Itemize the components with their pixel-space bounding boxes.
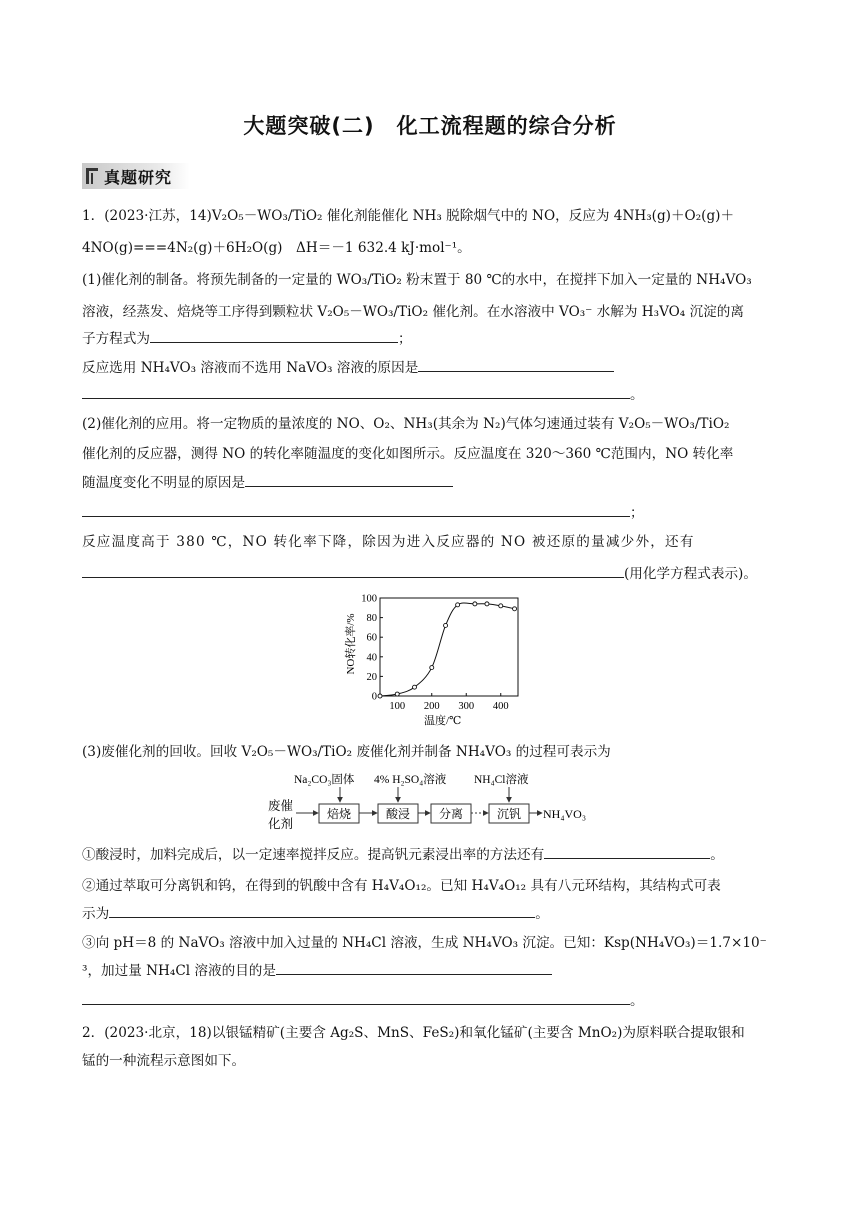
y-axis-label: NO转化率/%	[345, 613, 357, 675]
line-text: ①酸浸时，加料完成后，以一定速率搅拌反应。提高钒元素浸出率的方法还有	[82, 847, 545, 863]
flow-start-label: 废催	[268, 799, 294, 813]
x-tick-label: 300	[458, 701, 475, 712]
answer-blank[interactable]	[82, 384, 630, 399]
q1-line: 4NO(g)===4N₂(g)＋6H₂O(g) ΔH＝－1 632.4 kJ·mol⁻¹。	[82, 240, 471, 256]
answer-blank[interactable]	[150, 328, 398, 343]
reagent-label: Na₂CO₃固体	[294, 774, 355, 786]
q1-line	[82, 903, 782, 924]
line-end: 。	[630, 387, 644, 403]
answer-blank[interactable]	[82, 563, 624, 578]
section-marker-icon	[86, 168, 98, 184]
data-point	[513, 607, 517, 611]
line-text: 随温度变化不明显的原因是	[82, 475, 246, 491]
q1-line: 催化剂的反应器，测得 NO 的转化率随温度的变化如图所示。反应温度在 320～360 ℃范围内，NO 转化率	[82, 446, 734, 462]
line-end: ；	[630, 505, 644, 521]
line-end: ；	[397, 331, 412, 347]
reagent-label: 4% H₂SO₄溶液	[374, 774, 447, 786]
x-tick-label: 400	[492, 701, 509, 712]
q1-line	[82, 328, 782, 349]
y-tick-label: 0	[371, 691, 377, 703]
data-point	[473, 602, 477, 606]
q2-line: 2．(2023·北京，18)以银锰精矿(主要含 Ag₂S、MnS、FeS₂)和氧化锰矿(主要含 MnO₂)为原料联合提取银和	[82, 1025, 745, 1041]
y-tick-label: 20	[366, 671, 377, 683]
q1-line	[82, 990, 782, 1011]
page-title: 大题突破(二) 化工流程题的综合分析	[243, 114, 617, 138]
q1-line	[82, 472, 782, 493]
data-point	[456, 603, 460, 607]
q1-line: 1．(2023·江苏，14)V₂O₅－WO₃/TiO₂ 催化剂能催化 NH₃ 脱除烟气中的 NO，反应为 4NH₃(g)＋O₂(g)＋	[82, 208, 735, 224]
x-tick-label: 200	[423, 701, 440, 712]
line-text: 子方程式为	[82, 331, 150, 347]
data-points	[378, 602, 517, 698]
no-conversion-chart	[340, 590, 526, 732]
answer-blank[interactable]	[276, 960, 552, 975]
section-label: 真题研究	[104, 168, 173, 187]
answer-blank[interactable]	[544, 844, 710, 859]
q1-line: (3)废催化剂的回收。回收 V₂O₅－WO₃/TiO₂ 废催化剂并制备 NH₄VO₃ 的过程可表示为	[82, 744, 611, 760]
y-tick-label: 60	[366, 632, 377, 644]
data-point	[395, 692, 399, 696]
q1-line	[82, 357, 782, 378]
answer-blank[interactable]	[418, 357, 614, 372]
line-end: 。	[630, 993, 644, 1009]
x-axis-label: 温度/℃	[424, 715, 462, 727]
data-point	[485, 602, 489, 606]
conversion-curve	[380, 603, 515, 696]
flow-start-label: 化剂	[268, 817, 294, 831]
plot-frame	[380, 598, 518, 696]
line-end: 。	[535, 906, 549, 922]
q1-line	[82, 844, 782, 865]
q1-line: ③向 pH＝8 的 NaVO₃ 溶液中加入过量的 NH₄Cl 溶液，生成 NH₄VO₃ 沉淀。已知：Ksp(NH₄VO₃)＝1.7×10⁻	[82, 935, 767, 951]
step-label: 分离	[438, 807, 464, 821]
q1-line	[82, 384, 782, 405]
q1-line: 反应温度高于 380 ℃，NO 转化率下降，除因为进入反应器的 NO 被还原的量减少外，还有	[82, 534, 695, 550]
q1-line	[82, 502, 782, 523]
data-point	[413, 685, 417, 689]
step-label: 沉钒	[496, 807, 522, 821]
line-text: 示为	[82, 906, 110, 922]
y-tick-label: 80	[366, 613, 377, 625]
answer-blank[interactable]	[82, 990, 630, 1005]
x-tick-label: 100	[389, 701, 406, 712]
y-tick-label: 40	[366, 652, 377, 664]
line-text: ³，加过量 NH₄Cl 溶液的目的是	[82, 963, 276, 979]
answer-blank[interactable]	[109, 903, 535, 918]
recovery-flow-diagram	[262, 766, 622, 836]
answer-blank[interactable]	[245, 472, 453, 487]
line-text: 反应选用 NH₄VO₃ 溶液而不选用 NaVO₃ 溶液的原因是	[82, 360, 419, 376]
step-label: 酸浸	[385, 807, 411, 821]
answer-blank[interactable]	[82, 502, 630, 517]
q2-line: 锰的一种流程示意图如下。	[82, 1053, 246, 1069]
q1-line: (2)催化剂的应用。将一定物质的量浓度的 NO、O₂、NH₃(其余为 N₂)气体匀速通过装有 V₂O₅－WO₃/TiO₂	[82, 416, 730, 432]
q1-line: ②通过萃取可分离钒和钨，在得到的钒酸中含有 H₄V₄O₁₂。已知 H₄V₄O₁₂ 具有八元环结构，其结构式可表	[82, 878, 721, 894]
data-point	[430, 666, 434, 670]
data-point	[499, 604, 503, 608]
line-end: 。	[710, 847, 724, 863]
line-end: (用化学方程式表示)。	[624, 566, 757, 582]
data-point	[444, 623, 448, 627]
q1-line: (1)催化剂的制备。将预先制备的一定量的 WO₃/TiO₂ 粉末置于 80 ℃的水中，在搅拌下加入一定量的 NH₄VO₃	[82, 272, 752, 288]
flow-product-label: NH₄VO₃	[543, 807, 587, 821]
y-tick-label: 100	[361, 593, 377, 605]
step-label: 焙烧	[326, 807, 352, 821]
reagent-label: NH₄Cl溶液	[474, 774, 529, 786]
section-tag	[82, 163, 190, 189]
q1-line	[82, 563, 782, 584]
q1-line	[82, 960, 782, 981]
q1-line: 溶液，经蒸发、焙烧等工序得到颗粒状 V₂O₅－WO₃/TiO₂ 催化剂。在水溶液中 VO₃⁻ 水解为 H₃VO₄ 沉淀的离	[82, 304, 744, 320]
data-point	[378, 694, 382, 698]
